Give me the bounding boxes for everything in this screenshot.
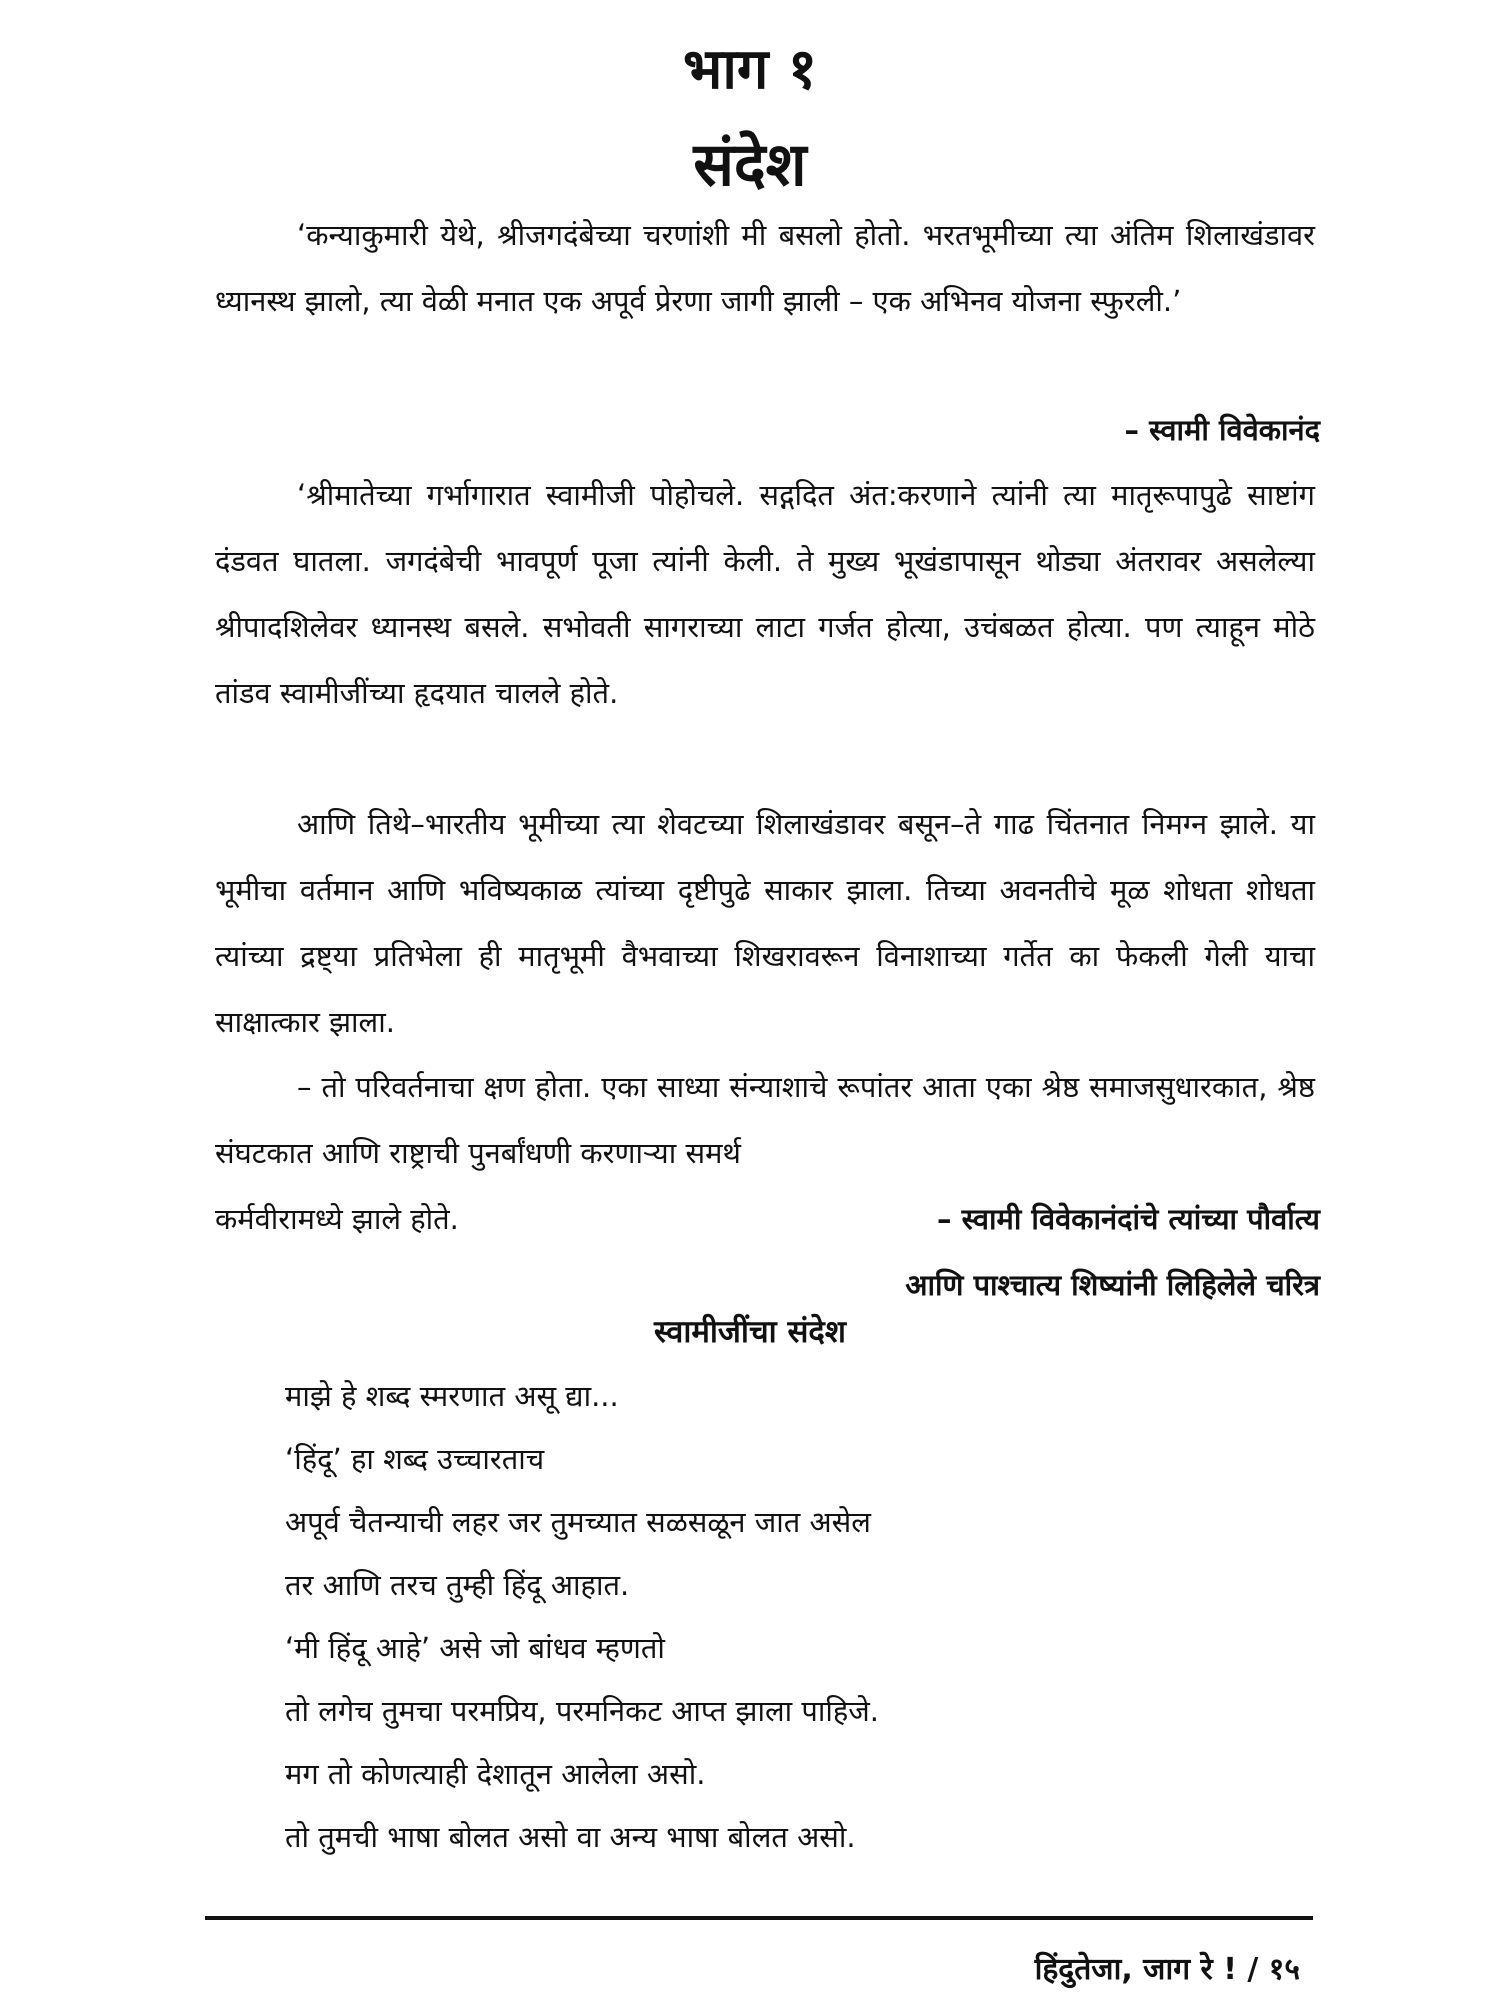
chapter-title: संदेश (693, 130, 807, 200)
poem-line: तर आणि तरच तुम्ही हिंदू आहात. (285, 1568, 630, 1602)
part-title: भाग १ (682, 37, 818, 102)
quote-paragraph-1: ‘कन्याकुमारी येथे, श्रीजगदंबेच्या चरणांशी मी बसलो होतो. भरतभूमीच्या त्या अंतिम शिलाखंडावर ध्यानस्थ झालो, त्या वेळी मनात एक अपूर्व प्रेरणा जागी झाली – एक अभिनव योजना स्फुरली.’ (215, 218, 1315, 318)
poem (285, 1365, 1285, 1869)
poem-line: तो तुमची भाषा बोलत असो वा अन्य भाषा बोलत असो. (285, 1820, 856, 1854)
body-paragraph-3: – तो परिवर्तनाचा क्षण होता. एका साध्या संन्याशाचे रूपांतर आता एका श्रेष्ठ समाजसुधारकात, श्रेष्ठ संघटकात आणि राष्ट्राची पुनर्बांधणी करणाऱ्या समर्थ (215, 1070, 1315, 1170)
poem-line: तो लगेच तुमचा परमप्रिय, परमनिकट आप्त झाला पाहिजे. (285, 1694, 880, 1728)
poem-line: मग तो कोणत्याही देशातून आलेला असो. (285, 1757, 706, 1791)
poem-line: ‘मी हिंदू आहे’ असे जो बांधव म्हणतो (285, 1631, 665, 1665)
body-paragraph-1: ‘श्रीमातेच्या गर्भागारात स्वामीजी पोहोचले. सद्गदित अंत:करणाने त्यांनी त्या मातृरूपापुढे साष्टांग दंडवत घातला. जगदंबेची भावपूर्ण पूजा त्यांनी केली. ते मुख्य भूखंडापासून थोड्या अंतरावर असलेल्या श्रीपादशिलेवर ध्यानस्थ बसले. सभोवती सागराच्या लाटा गर्जत होत्या, उचंबळत होत्या. पण त्याहून मोठे तांडव स्वामीजींच्या हृदयात चालले होते. (215, 478, 1315, 710)
running-footer: हिंदुतेजा, जाग रे ! / १५ (1034, 1952, 1300, 1987)
body-paragraph-3-last-line: कर्मवीरामध्ये झाले होते. (215, 1202, 459, 1236)
body-paragraph-2: आणि तिथे–भारतीय भूमीच्या त्या शेवटच्या शिलाखंडावर बसून–ते गाढ चिंतनात निमग्न झाले. या भूमीचा वर्तमान आणि भविष्यकाळ त्यांच्या दृष्टीपुढे साकार झाला. तिच्या अवनतीचे मूळ शोधता शोधता त्यांच्या द्रष्ट्या प्रतिभेला ही मातृभूमी वैभवाच्या शिखरावरून विनाशाच्या गर्तेत का फेकली गेली याचा साक्षात्कार झाला. (215, 807, 1315, 1039)
poem-heading: स्वामीजींचा संदेश (654, 1314, 846, 1350)
footer-rule (205, 1916, 1313, 1920)
quote-attribution-2-line-2: आणि पाश्चात्य शिष्यांनी लिहिलेले चरित्र (905, 1268, 1320, 1302)
poem-line: ‘हिंदू’ हा शब्द उच्चारताच (285, 1442, 545, 1476)
quote-attribution-2-line-1: – स्वामी विवेकानंदांचे त्यांच्या पौर्वात्य (936, 1202, 1320, 1236)
poem-line: अपूर्व चैतन्याची लहर जर तुमच्यात सळसळून जात असेल (285, 1505, 871, 1539)
poem-line: माझे हे शब्द स्मरणात असू द्या... (285, 1379, 619, 1413)
quote-attribution-1: – स्वामी विवेकानंद (1124, 413, 1320, 447)
